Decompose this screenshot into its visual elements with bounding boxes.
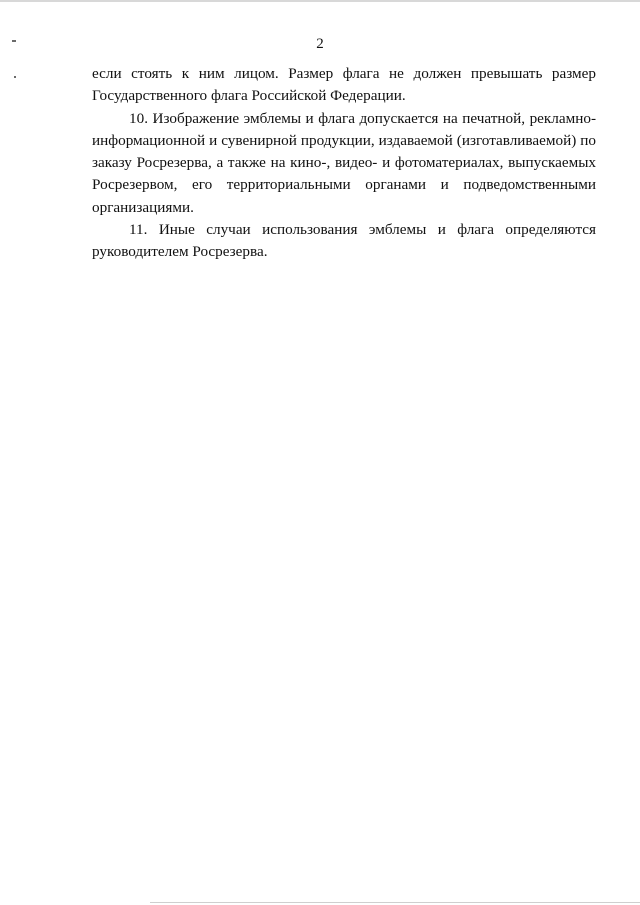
document-body [92, 63, 596, 264]
scan-edge-top [0, 0, 640, 2]
page-number: 2 [316, 36, 324, 52]
scan-speck [14, 76, 16, 78]
paragraph-10: 10. Изображение эмблемы и флага допускается на печатной, рекламно-информационной и сувенирной продукции, издаваемой (изготавливаемой) по заказу Росрезерва, а также на кино-, видео- и фотоматериалах, выпускаемых Росрезервом, его территориальными органами и подведомственными организациями. [92, 109, 596, 216]
scan-edge-bottom [150, 902, 640, 903]
paragraph-continuation: если стоять к ним лицом. Размер флага не должен превышать размер Государственного флага Российской Федерации. [92, 65, 596, 105]
paragraph-11: 11. Иные случаи использования эмблемы и флага определяются руководителем Росрезерва. [92, 221, 596, 261]
